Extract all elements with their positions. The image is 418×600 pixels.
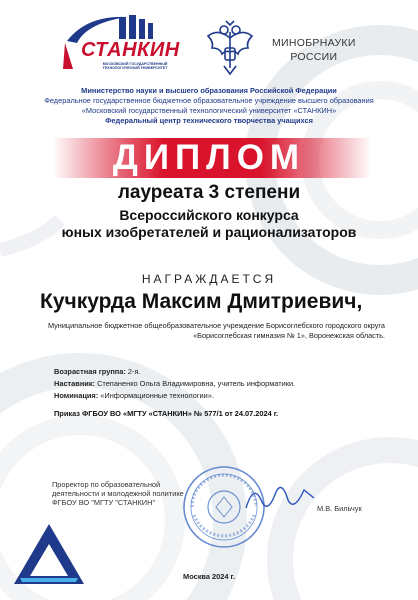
- nomination-row: Номинация: «Информационные технологии».: [54, 391, 214, 400]
- signer-title: [52, 480, 184, 507]
- stankin-wordmark: СТАНКИН: [81, 39, 180, 61]
- school-line-2: «Борисоглебская гимназия № 1», Воронежская область.: [193, 330, 385, 340]
- stankin-subtitle: МОСКОВСКИЙ ГОСУДАРСТВЕННЫЙ ТЕХНОЛОГИЧЕСКИЙ УНИВЕРСИТЕТ: [102, 62, 168, 71]
- city-year: Москва 2024 г.: [183, 572, 235, 581]
- header-institution-name: «Московский государственный технологический университет «СТАНКИН»: [81, 106, 337, 115]
- awarded-label: НАГРАЖДАЕТСЯ: [141, 272, 277, 286]
- coat-of-arms-icon: [204, 18, 256, 78]
- award-details: [54, 366, 295, 402]
- ministry-logo-text: [272, 36, 356, 64]
- awardee-school: [40, 321, 385, 340]
- header-ministry: Министерство науки и высшего образования Российской Федерации: [81, 86, 337, 95]
- awardee-name: [40, 290, 362, 314]
- ministry-line-2: РОССИИ: [290, 51, 338, 63]
- school-line-1: Муниципальное бюджетное общеобразовательное учреждение Борисоглебского городского округа: [47, 321, 385, 330]
- awardee-name-text: Кучкурда Максим Дмитриевич: [40, 290, 357, 313]
- header-institution-type: Федеральное государственное бюджетное образовательное учреждение высшего образования: [44, 96, 374, 105]
- contest-title: [0, 207, 418, 241]
- signer-name: М.В. Бильчук: [317, 504, 362, 513]
- header-center: Федеральный центр технического творчества учащихся: [105, 116, 313, 125]
- diploma-degree: лауреата 3 степени: [117, 182, 301, 203]
- contest-line-1: Всероссийского конкурса: [119, 207, 299, 223]
- ministry-line-1: МИНОБРНАУКИ: [272, 37, 356, 49]
- signer-line-3: ФГБОУ ВО "МГТУ "СТАНКИН": [52, 498, 156, 507]
- mentor-row: Наставник: Степаненко Ольга Владимировна, учитель информатики.: [54, 379, 296, 388]
- signer-line-2: деятельности и молодежной политике: [52, 489, 184, 498]
- diploma-title: ДИПЛОМ: [112, 138, 306, 177]
- awardee-name-suffix: ,: [356, 290, 363, 313]
- order-reference: Приказ ФГБОУ ВО «МГТУ «СТАНКИН» № 577/1 от 24.07.2024 г.: [54, 409, 279, 418]
- signer-line-1: Проректор по образовательной: [52, 480, 161, 489]
- age-group-row: Возрастная группа: 2-я.: [54, 367, 141, 376]
- signature-icon: [240, 478, 320, 518]
- stankin-logo: [57, 13, 185, 83]
- contest-line-2: юных изобретателей и рационализаторов: [61, 224, 357, 240]
